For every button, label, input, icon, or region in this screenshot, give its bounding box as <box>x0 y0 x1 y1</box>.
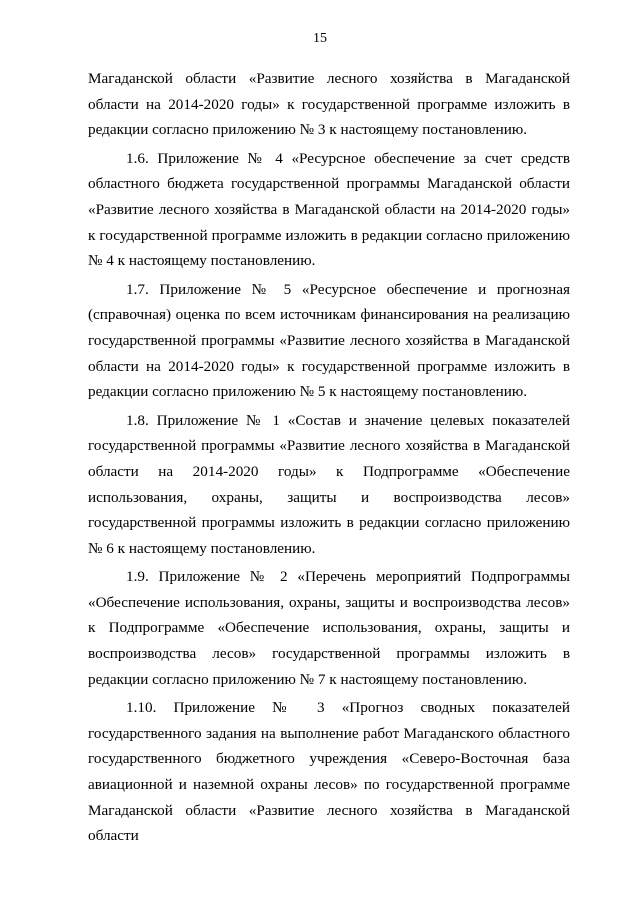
paragraph-item-1-10: 1.10. Приложение № 3 «Прогноз сводных показателей государственного задания на выполнение работ Магаданского областного государственного бюджетного учреждения «Северо-Восточная база авиационной и наземной охраны лесов» по государственной программе Магаданской области «Развитие лесного хозяйства в Магаданской области <box>88 699 570 845</box>
document-body <box>88 66 570 852</box>
paragraph-item-1-8: 1.8. Приложение № 1 «Состав и значение целевых показателей государственной программы «Развитие лесного хозяйства в Магаданской области на 2014-2020 годы» к Подпрограмме «Обеспечение использования, охраны, защиты и воспроизводства лесов» государственной программы изложить в редакции согласно приложению № 6 к настоящему постановлению. <box>88 411 570 557</box>
paragraph-item-1-6: 1.6. Приложение № 4 «Ресурсное обеспечение за счет средств областного бюджета государственной программы Магаданской области «Развитие лесного хозяйства в Магаданской области на 2014-2020 годы» к государственной программе изложить в редакции согласно приложению № 4 к настоящему постановлению. <box>88 149 570 270</box>
paragraph-item-1-9: 1.9. Приложение № 2 «Перечень мероприятий Подпрограммы «Обеспечение использования, охраны, защиты и воспроизводства лесов» к Подпрограмме «Обеспечение использования, охраны, защиты и воспроизводства лесов» государственной программы изложить в редакции согласно приложению № 7 к настоящему постановлению. <box>88 568 570 688</box>
paragraph-item-1-7: 1.7. Приложение № 5 «Ресурсное обеспечение и прогнозная (справочная) оценка по всем источникам финансирования на реализацию государственной программы «Развитие лесного хозяйства в Магаданской области на 2014-2020 годы» к государственной программе изложить в редакции согласно приложению № 5 к настоящему постановлению. <box>88 280 570 401</box>
page-number: 15 <box>313 31 327 46</box>
paragraph-continuation: Магаданской области «Развитие лесного хозяйства в Магаданской области на 2014-2020 годы» к государственной программе изложить в редакции согласно приложению № 3 к настоящему постановлению. <box>88 70 570 139</box>
